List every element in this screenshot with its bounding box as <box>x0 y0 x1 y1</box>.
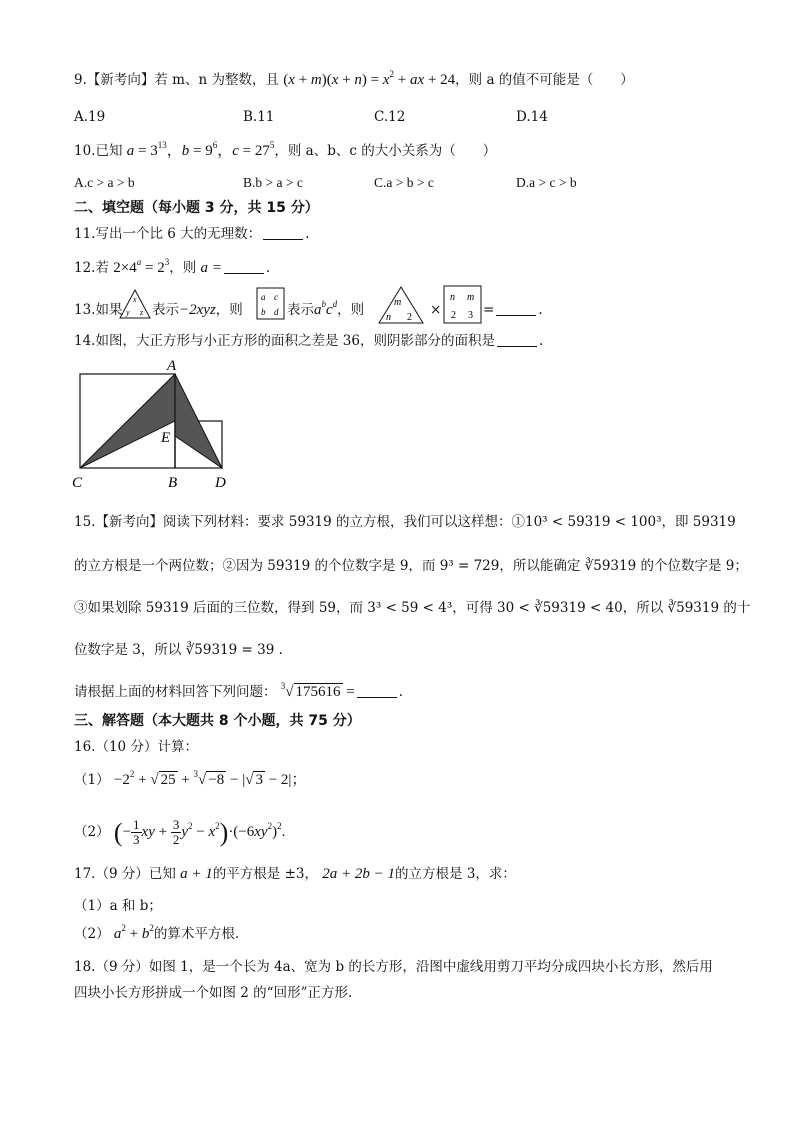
q13-box-2 <box>443 285 483 325</box>
box1-bl: b <box>261 307 266 317</box>
box2-br: 3 <box>468 310 473 321</box>
q12-text-b: ，则 <box>169 260 197 276</box>
q17-part-2 <box>74 924 239 944</box>
q10-option-b: B.b > a > c <box>243 175 303 190</box>
section-2-heading: 二、填空题（每小题 3 分，共 15 分） <box>74 200 319 216</box>
q9-text-a: 若 m、n 为整数，且 <box>154 72 279 88</box>
shaded-region-left <box>80 374 175 468</box>
q16-part-2 <box>74 818 285 847</box>
q14-answer-blank[interactable] <box>497 332 537 347</box>
q15-line-3: ③如果划除 59319 后面的三位数，得到 59，而 3³ < 59 < 4³，可得 30 < ∛59319 < 40，所以 ∛59319 的十 <box>74 600 751 616</box>
q13-expr-1: −2xyz <box>179 302 216 318</box>
q16-p1-expression: $-2^2$ + √ 25 + $^3$√ −8 − |√ 3 − 2|； <box>113 769 307 788</box>
q13-expr-2: $a^bc^d$ <box>314 299 338 318</box>
box1-br: d <box>274 307 279 317</box>
q12-answer-blank[interactable] <box>224 259 264 274</box>
section-3-heading: 三、解答题（本大题共 8 个小题，共 75 分） <box>74 713 361 729</box>
q15-answer-blank[interactable] <box>357 683 397 698</box>
q16-p2-label: （2） <box>74 823 110 840</box>
q9-option-c: C.12 <box>374 109 406 125</box>
q18-line-1: 18.（9 分）如图 1，是一个长为 4a、宽为 b 的长方形，沿图中虚线用剪刀平均分成四块小长方形，然后用 <box>74 959 713 975</box>
q9-number: 9. <box>74 72 87 88</box>
q12-text-a: 12.若 <box>74 260 109 276</box>
q11-answer-blank[interactable] <box>263 225 303 240</box>
q9-text-b: ，则 a 的值不可能是（ ） <box>455 72 634 88</box>
box1-tr: c <box>274 292 278 302</box>
q13-text-c: ，则 <box>215 302 243 318</box>
box2-tr: m <box>467 292 475 303</box>
label-b: B <box>168 475 178 491</box>
q13-text-d: 表示 <box>287 302 314 318</box>
label-c: C <box>72 475 83 491</box>
label-e: E <box>161 430 171 446</box>
q10-option-d: D.a > c > b <box>516 175 577 190</box>
q10-option-a: A.c > a > b <box>74 175 135 190</box>
q16-p2-expression: (− $\frac{1}{3}$ xy + $\frac{3}{2}$ $y^2 - x^2)\cdot(-6xy^2)^2$. <box>113 817 286 847</box>
q17-p2-text: 的算术平方根. <box>153 926 240 942</box>
q15-cube-root: $^3$√ 175616 = <box>280 681 355 700</box>
q13-answer-blank[interactable] <box>496 301 536 316</box>
q17-p2-expression: $a^2 + b^2$ <box>113 923 154 942</box>
tri1-left: y <box>126 308 130 317</box>
q17-expr-a: a + 1 <box>180 866 213 882</box>
q17-title-c: 的立方根是 3，求： <box>395 866 516 882</box>
q15-question: 请根据上面的材料回答下列问题： $^3$√ 175616 = . <box>74 681 404 700</box>
q13-eq-sign: = <box>483 302 495 318</box>
q13-triangle-2 <box>377 285 427 325</box>
q17-title-a: 17.（9 分）已知 <box>74 866 176 882</box>
question-14: 14.如图，大正方形与小正方形的面积之差是 36，则阴影部分的面积是 . <box>74 333 544 349</box>
q15-line-1: 15.【新考向】阅读下列材料：要求 59319 的立方根，我们可以这样想：①10³ < 59319 < 100³，即 59319 <box>74 514 736 530</box>
q12-formula: $2\times 4^a = 2^3$ <box>113 257 170 276</box>
question-11: 11.写出一个比 6 大的无理数： . <box>74 226 310 242</box>
q15-line-4: 位数字是 3，所以 ∛59319 = 39 . <box>74 642 283 658</box>
q16-p1-label: （1） <box>74 772 110 788</box>
q13-text-e: ，则 <box>337 302 365 318</box>
tri1-right: z <box>140 308 144 317</box>
q12-variable: a = <box>200 260 222 276</box>
question-13 <box>74 300 122 320</box>
q10-text-b: ，则 a、b、c 的大小关系为（ ） <box>274 143 497 159</box>
question-12: 12.若 $2\times 4^a = 2^3$，则 a = . <box>74 257 271 276</box>
q10-text-a: 10.已知 <box>74 143 123 159</box>
q9-tag: 【新考向】 <box>86 72 155 88</box>
q18-line-2: 四块小长方形拼成一个如图 2 的“回形”正方形. <box>74 985 353 1001</box>
q13-text-b: 表示 <box>152 302 179 318</box>
q9-formula: $(x + m)(x + n) = x^2$ + ax + 24 <box>283 69 456 88</box>
q17-part-1: （1）a 和 b； <box>74 898 162 914</box>
q14-figure <box>68 356 248 494</box>
tri1-top: x <box>133 295 137 304</box>
question-10 <box>74 141 496 161</box>
q11-text: 11.写出一个比 6 大的无理数： <box>74 226 262 242</box>
q17-title <box>74 864 516 884</box>
q13-segment-1 <box>152 300 243 320</box>
label-a: A <box>167 358 177 374</box>
q10-formula: $a = 3^{13}$，$b = 9^6$，$c = 27^5$ <box>126 140 275 159</box>
q15-line-2: 的立方根是一个两位数；②因为 59319 的个位数字是 9，而 9³ = 729，所以能确定 ∛59319 的个位数字是 9； <box>74 558 748 574</box>
q13-equals: = . <box>483 302 543 318</box>
q10-option-c: C.a > b > c <box>374 175 434 190</box>
q14-text: 14.如图，大正方形与小正方形的面积之差是 36，则阴影部分的面积是 <box>74 333 495 349</box>
tri2-right: 2 <box>407 312 412 323</box>
q9-option-a: A.19 <box>74 109 106 125</box>
q13-triangle-1 <box>118 288 152 320</box>
q13-box-1 <box>256 287 286 321</box>
box2-tl: n <box>450 292 455 303</box>
q16-title: 16.（10 分）计算： <box>74 739 198 755</box>
q17-p2-label: （2） <box>74 926 110 942</box>
box2-bl: 2 <box>451 310 456 321</box>
q9-option-d: D.14 <box>516 109 548 125</box>
q13-times: × <box>430 302 442 318</box>
box1-tl: a <box>261 292 266 302</box>
tri2-top: m <box>394 297 402 308</box>
label-d: D <box>215 475 226 491</box>
q16-part-1 <box>74 770 306 790</box>
q15-question-text: 请根据上面的材料回答下列问题： <box>74 684 277 700</box>
q9-option-b: B.11 <box>243 109 275 125</box>
q13-text-a: 13.如果 <box>74 302 123 318</box>
q17-title-b: 的平方根是 ±3， <box>212 866 318 882</box>
q17-expr-b: 2a + 2b − 1 <box>322 866 396 882</box>
question-9 <box>74 70 634 90</box>
q13-segment-2 <box>287 300 364 320</box>
q15-radicand: 175616 <box>295 684 341 700</box>
tri2-left: n <box>386 312 391 323</box>
